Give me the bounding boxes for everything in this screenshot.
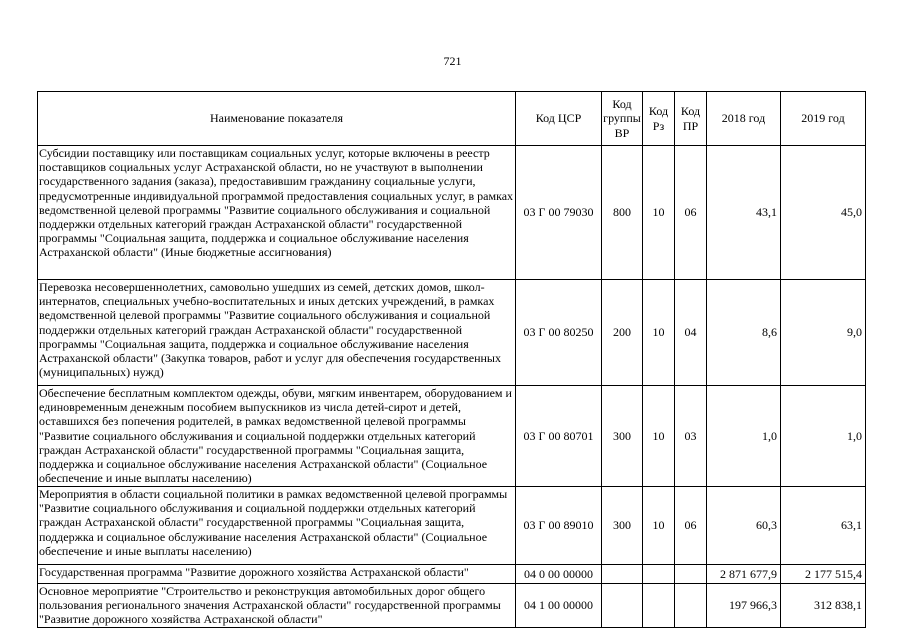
- row-2018: 43,1: [707, 146, 781, 280]
- header-rz: Код Рз: [643, 92, 675, 146]
- row-name: Субсидии поставщику или поставщикам социальных услуг, которые включены в реестр поставщиков социальных услуг Астраханской области, но не участвуют в выполнении государственного задания (заказа), предоставившим гражданину социальные услуги, предусмотренные индивидуальной программой предоставления социальных услуг, в рамках ведомственной целевой программы "Развитие социального обслуживания и социальной поддержки отдельных категорий граждан Астраханской области" государственной программы "Социальная защита, поддержка и социальное обслуживание населения Астраханской области" (Иные бюджетные ассигнования): [38, 146, 516, 280]
- row-csr: 03 Г 00 79030: [516, 146, 602, 280]
- header-2019: 2019 год: [781, 92, 866, 146]
- row-2019: 9,0: [781, 280, 866, 386]
- row-name: Основное мероприятие "Строительство и реконструкция автомобильных дорог общего пользования регионального значения Астраханской области" государственной программы "Развитие дорожного хозяйства Астраханской области": [38, 584, 516, 628]
- row-name: Мероприятия в области социальной политики в рамках ведомственной целевой программы "Развитие социального обслуживания и социальной поддержки отдельных категорий граждан Астраханской области" государственной программы "Социальная защита, поддержка и социальное обслуживание населения Астраханской области" (Социальное обеспечение и иные выплаты населению): [38, 487, 516, 565]
- row-2018: 60,3: [707, 487, 781, 565]
- header-vr: Код группы ВР: [602, 92, 643, 146]
- header-csr: Код ЦСР: [516, 92, 602, 146]
- row-name: Государственная программа "Развитие дорожного хозяйства Астраханской области": [38, 565, 516, 584]
- row-2019: 63,1: [781, 487, 866, 565]
- row-vr: 300: [602, 487, 643, 565]
- header-row: [38, 92, 866, 146]
- row-name: Перевозка несовершеннолетних, самовольно ушедших из семей, детских домов, школ-интернатов, специальных учебно-воспитательных и иных детских учреждений, в рамках ведомственной целевой программы "Развитие социального обслуживания и социальной поддержки отдельных категорий граждан Астраханской области" государственной программы "Социальная защита, поддержка и социальное обслуживание населения Астраханской области" (Закупка товаров, работ и услуг для обеспечения государственных (муниципальных) нужд): [38, 280, 516, 386]
- row-csr: 04 1 00 00000: [516, 584, 602, 628]
- row-rz: [643, 565, 675, 584]
- row-vr: 300: [602, 386, 643, 487]
- row-rz: [643, 584, 675, 628]
- row-vr: 200: [602, 280, 643, 386]
- row-csr: 03 Г 00 80701: [516, 386, 602, 487]
- row-vr: [602, 565, 643, 584]
- row-2019: 45,0: [781, 146, 866, 280]
- row-csr: 03 Г 00 89010: [516, 487, 602, 565]
- page-number: 721: [443, 54, 462, 68]
- row-rz: 10: [643, 386, 675, 487]
- row-csr: 04 0 00 00000: [516, 565, 602, 584]
- row-2018: 8,6: [707, 280, 781, 386]
- row-name: Обеспечение бесплатным комплектом одежды, обуви, мягким инвентарем, оборудованием и единовременным денежным пособием выпускников из числа детей-сирот и детей, оставшихся без попечения родителей, в рамках ведомственной целевой программы "Развитие социального обслуживания и социальной поддержки отдельных категорий граждан Астраханской области" государственной программы "Социальная защита, поддержка и социальное обслуживание населения Астраханской области" (Социальное обеспечение и иные выплаты населению): [38, 386, 516, 487]
- row-pr: [675, 584, 707, 628]
- row-2018: 197 966,3: [707, 584, 781, 628]
- table-row: [38, 386, 866, 487]
- table-row: [38, 280, 866, 386]
- row-2019: 1,0: [781, 386, 866, 487]
- header-pr: Код ПР: [675, 92, 707, 146]
- row-vr: 800: [602, 146, 643, 280]
- table-row: [38, 146, 866, 280]
- row-rz: 10: [643, 280, 675, 386]
- table-row: [38, 584, 866, 628]
- row-pr: 06: [675, 487, 707, 565]
- row-csr: 03 Г 00 80250: [516, 280, 602, 386]
- row-2019: 312 838,1: [781, 584, 866, 628]
- header-2018: 2018 год: [707, 92, 781, 146]
- row-rz: 10: [643, 487, 675, 565]
- table-row: [38, 565, 866, 584]
- row-vr: [602, 584, 643, 628]
- row-2018: 1,0: [707, 386, 781, 487]
- row-rz: 10: [643, 146, 675, 280]
- row-pr: 03: [675, 386, 707, 487]
- header-name: Наименование показателя: [38, 92, 516, 146]
- table-row: [38, 487, 866, 565]
- budget-table: [37, 91, 866, 628]
- row-pr: 04: [675, 280, 707, 386]
- row-pr: 06: [675, 146, 707, 280]
- row-2018: 2 871 677,9: [707, 565, 781, 584]
- row-2019: 2 177 515,4: [781, 565, 866, 584]
- row-pr: [675, 565, 707, 584]
